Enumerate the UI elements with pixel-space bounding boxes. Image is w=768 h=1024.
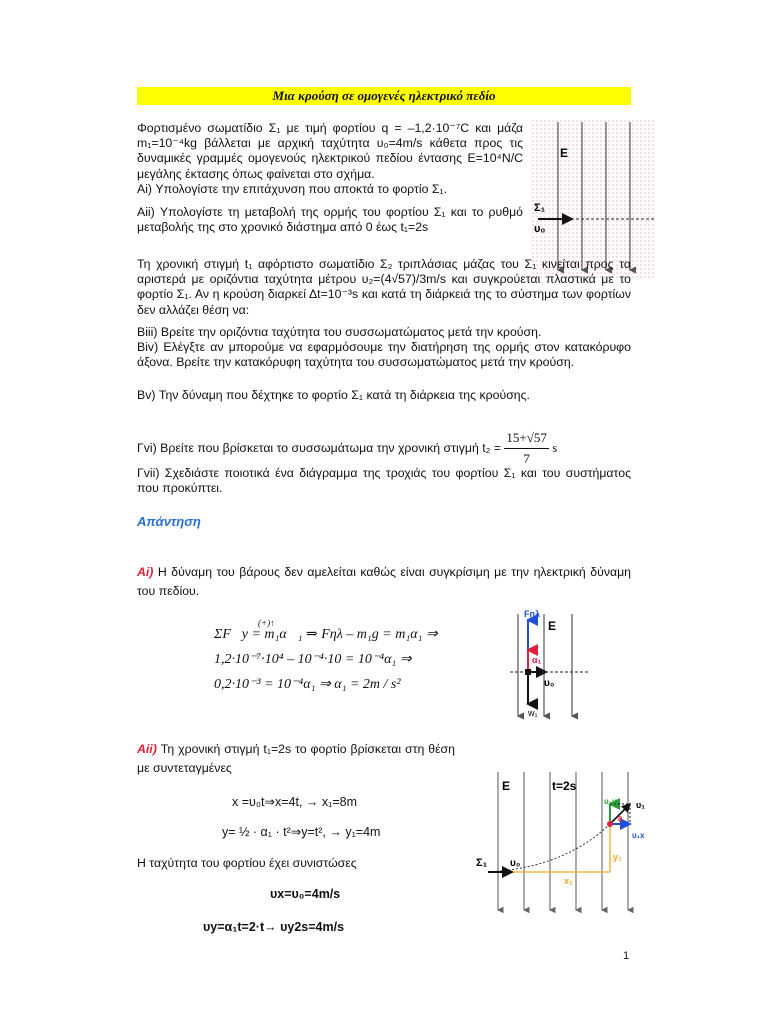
- equation-1: ΣF⃗y = m₁α⃗₁ ⇒ Fηλ – m₁g = m₁α₁ ⇒: [214, 627, 438, 642]
- fig3-y1-label: y₁: [613, 852, 622, 862]
- figure-forces: [500, 606, 590, 722]
- answer-aii-label: Aii): [137, 742, 157, 756]
- vx-equation: υx=υ₀=4m/s: [270, 887, 341, 901]
- question-ai: Ai) Υπολογίστε την επιτάχυνση που αποκτά το φορτίο Σ₁.: [137, 182, 448, 196]
- question-aii: Aii) Υπολογίστε τη μεταβολή της ορμής του φορτίου Σ₁ και το ρυθμό μεταβολής της στο χρονικό διάστημα από 0 έως t₁=2s: [137, 205, 523, 235]
- question-biii: Biii) Βρείτε την οριζόντια ταχύτητα του συσσωματώματος μετά την κρούση.: [137, 325, 542, 339]
- fig2-v0-label: υ₀: [544, 678, 555, 689]
- gvi-fraction: [504, 428, 548, 469]
- fig3-v0-label: υ₀: [510, 858, 521, 869]
- gvi-denominator: 7: [523, 451, 530, 466]
- page-number: 1: [623, 950, 630, 962]
- fig2-a1-label: α₁: [532, 655, 542, 665]
- gvi-unit: s: [552, 440, 558, 455]
- page-title: Μια κρούση σε ομογενές ηλεκτρικό πεδίο: [137, 87, 631, 105]
- field-region: [532, 120, 656, 280]
- gvi-text: Γvi) Βρείτε που βρίσκεται το συσσωμάτωμα την χρονική στιγμή t₂ =: [137, 440, 501, 455]
- answer-heading: Απάντηση: [137, 514, 201, 529]
- problem-collision: Τη χρονική στιγμή t₁ αφόρτιστο σωματίδιο Σ₂ τριπλάσιας μάζας του Σ₁ κινείται προς τα αριστερά με οριζόντια ταχύτητα μέτρου υ₂=(4√57)/3m/s και συγκρούεται πλαστικά με το φορτίο Σ₁. Αν η κρούση διαρκεί Δt=10⁻³s και κατά τη διάρκειά της το σύστημα των φορτίων δεν αλλάζει θέση να:: [137, 257, 631, 317]
- question-gvii: Γvii) Σχεδιάστε ποιοτικά ένα διάγραμμα της τροχιάς του φορτίου Σ₁ και του συστήματος που προκύπτει.: [137, 466, 631, 496]
- velocity-components-text: Η ταχύτητα του φορτίου έχει συνιστώσες: [137, 856, 357, 870]
- answer-ai-label: Ai): [137, 565, 154, 579]
- question-biv: Biv) Ελέγξτε αν μπορούμε να εφαρμόσουμε την διατήρηση της ορμής στον κατακόρυφο άξονα. Βρείτε την κατακόρυφη ταχύτητα του συσσωματώματος μετά την κρούση.: [137, 340, 631, 370]
- fig3-E-label: E: [502, 779, 511, 793]
- fig1-S1-label: Σ₁: [534, 202, 546, 214]
- fig3-time-label: t=2s: [552, 779, 577, 793]
- fig3-x1-label: x₁: [564, 876, 573, 886]
- fig2-F-label: Fηλ: [524, 609, 541, 619]
- fig2-E-label: E: [548, 619, 557, 633]
- equation-3: 0,2·10⁻³ = 10⁻⁴α₁ ⇒ α₁ = 2m / s²: [214, 677, 401, 692]
- fig1-E-label: E: [560, 146, 569, 160]
- problem-intro: Φορτισμένο σωματίδιο Σ₁ με τιμή φορτίου q = –1,2·10⁻⁷C και μάζα m₁=10⁻⁴kg βάλλεται με αρχική ταχύτητα υ₀=4m/s κάθετα προς τις δυναμικές γραμμές ομογενούς ηλεκτρικού πεδίου έντασης E=10⁴N/C μεγάλης έκτασης όπως φαίνεται στο σχήμα.: [137, 121, 523, 181]
- fig3-v1y-label: υ₁y: [604, 797, 617, 806]
- question-bv: Bv) Την δύναμη που δέχτηκε το φορτίο Σ₁ κατά τη διάρκεια της κρούσης.: [137, 388, 530, 402]
- y-equation: y= ½ · α₁ · t²⇒y=t², → y₁=4m: [222, 825, 381, 839]
- fig3-v1-label: υ₁: [636, 800, 645, 810]
- question-gvi: [137, 428, 631, 469]
- x-equation: x =υ₀t⇒x=4t, → x₁=8m: [232, 795, 358, 809]
- fig3-v1x-label: υ₁x: [632, 831, 645, 840]
- fig3-S1-label: Σ₁: [476, 857, 488, 869]
- answer-ai-text: Η δύναμη του βάρους δεν αμελείται καθώς είναι συγκρίσιμη με την ηλεκτρική δύναμη του πεδίου.: [137, 565, 631, 598]
- answer-aii-text: Τη χρονική στιγμή t₁=2s το φορτίο βρίσκεται στη θέση με συντεταγμένες: [137, 742, 455, 775]
- vy-equation: υy=α₁t=2·t→ υy2s=4m/s: [203, 920, 345, 934]
- answer-aii: [137, 740, 455, 778]
- fig3-theta-label: θ: [618, 815, 623, 824]
- answer-ai: [137, 563, 631, 601]
- fig1-v0-label: υ₀: [534, 223, 546, 235]
- figure-field-initial: [532, 120, 656, 280]
- figure-trajectory: [474, 768, 654, 916]
- equation-2: 1,2·10⁻⁷·10⁴ – 10⁻⁴·10 = 10⁻⁴α₁ ⇒: [214, 652, 412, 667]
- fig2-w1-label: w₁: [528, 708, 538, 718]
- sign-convention: (+)↑: [258, 618, 275, 628]
- gvi-numerator: 15+√57: [504, 428, 548, 449]
